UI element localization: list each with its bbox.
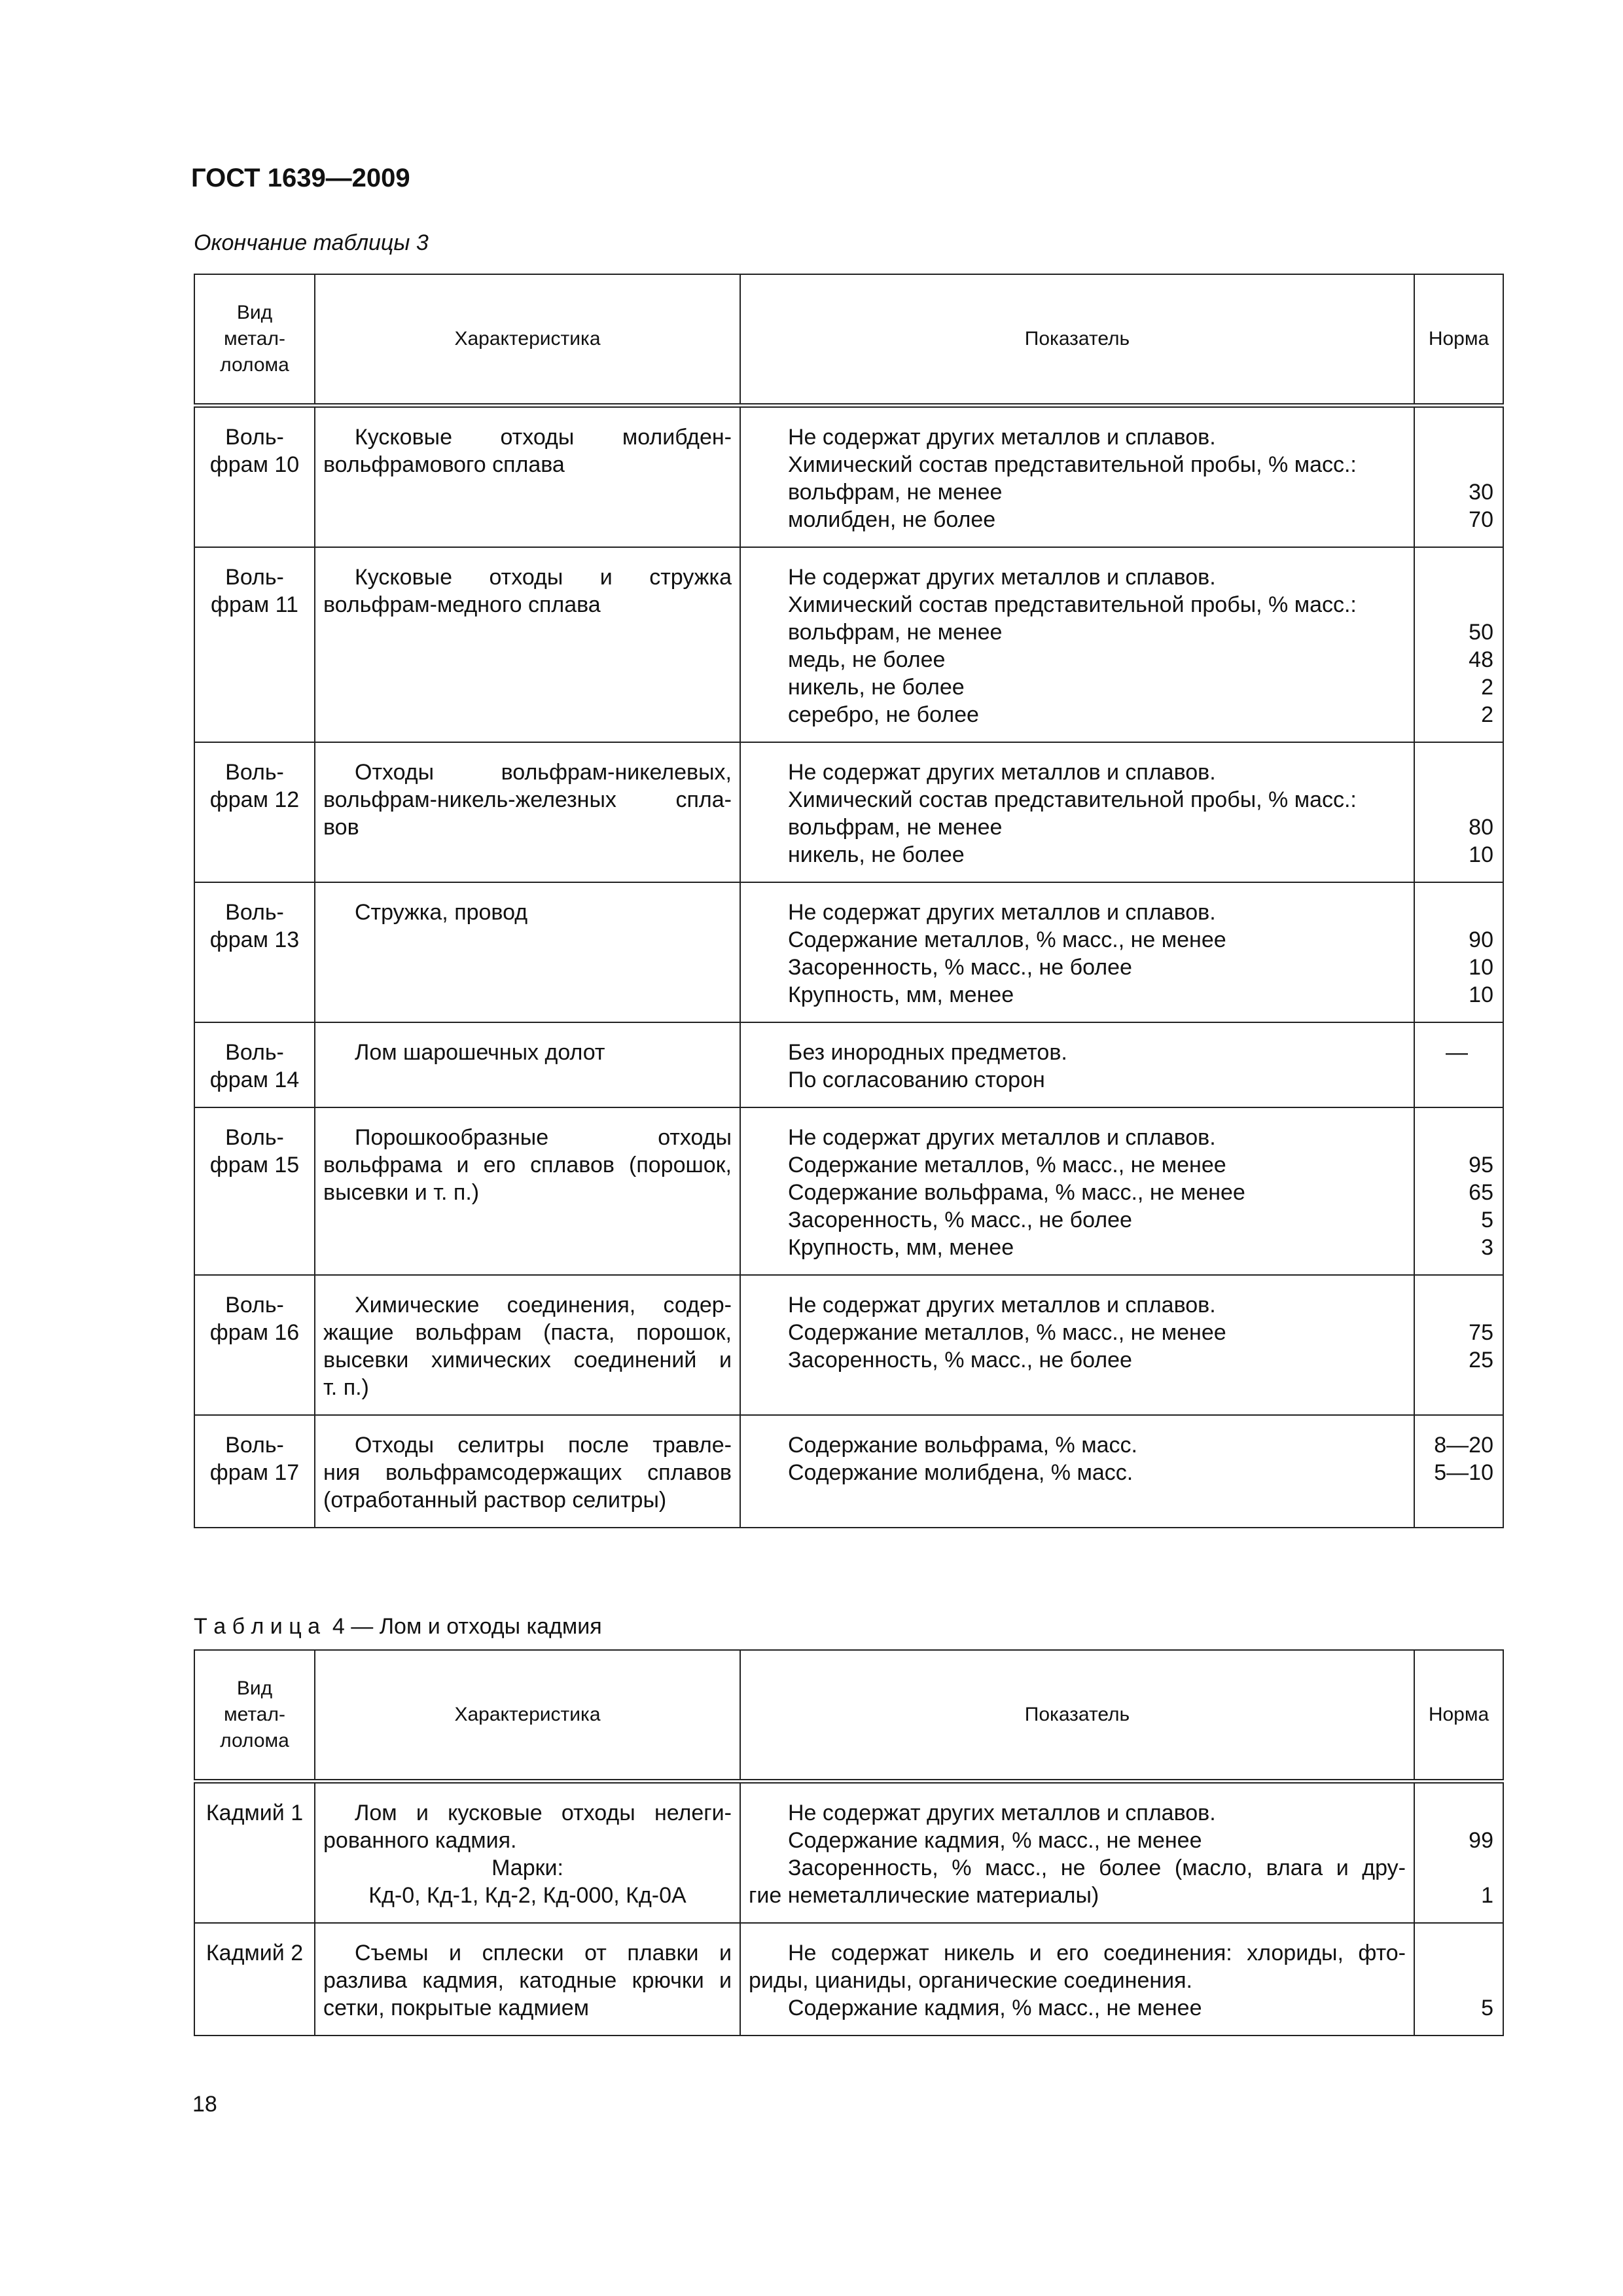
norm-value <box>1420 1967 1493 1994</box>
column-header-kind <box>194 274 315 406</box>
cell-characteristic <box>315 1415 740 1528</box>
cell-indicator <box>740 1415 1414 1528</box>
table-header-row <box>194 274 1503 406</box>
scrap-kind-line: Воль- <box>225 425 284 450</box>
cell-norm <box>1414 1782 1503 1924</box>
indicator-line: Засоренность, % масс., не более (масло, влага и дру- <box>788 1856 1406 1880</box>
indicator-line: Содержание металлов, % масс., не менее <box>788 1320 1226 1345</box>
norm-value: — <box>1446 1040 1468 1065</box>
characteristic-line: Порошкообразные отходы <box>355 1125 732 1150</box>
column-header-characteristic: Характеристика <box>315 274 740 406</box>
indicator-line: риды, цианиды, органические соединения. <box>749 1968 1192 1993</box>
cell-norm <box>1414 547 1503 742</box>
norm-value: 80 <box>1469 815 1493 840</box>
cell-norm <box>1414 1923 1503 2036</box>
header-kind-line: метал- <box>224 328 285 350</box>
characteristic-line: высевки и т. п.) <box>323 1180 480 1205</box>
norm-value: 25 <box>1469 1348 1493 1372</box>
header-kind-line: лолома <box>220 354 289 376</box>
cell-indicator <box>740 547 1414 742</box>
table-row <box>194 1275 1503 1415</box>
indicator-line: Содержание кадмия, % масс., не менее <box>788 1996 1202 2020</box>
norm-value: 95 <box>1469 1153 1493 1177</box>
norm-value: 30 <box>1469 480 1493 505</box>
page-number: 18 <box>192 2092 217 2117</box>
table-header-row <box>194 1650 1503 1782</box>
cell-scrap-kind <box>194 1415 315 1528</box>
column-header-indicator: Показатель <box>740 274 1414 406</box>
norm-value <box>1420 1939 1493 1967</box>
cell-characteristic <box>315 882 740 1022</box>
indicator-line: Крупность, мм, менее <box>788 1235 1014 1260</box>
characteristic-line: Лом и кусковые отходы нелеги- <box>355 1801 732 1825</box>
characteristic-line: вольфрам-никель-железных спла- <box>323 787 732 812</box>
scrap-kind-line: фрам 13 <box>209 927 300 952</box>
indicator-line: серебро, не более <box>788 702 979 727</box>
cell-scrap-kind <box>194 406 315 548</box>
indicator-line: Не содержат других металлов и сплавов. <box>788 1801 1216 1825</box>
norm-value: 65 <box>1469 1180 1493 1205</box>
cell-indicator <box>740 882 1414 1022</box>
table-3-caption: Окончание таблицы 3 <box>194 230 429 255</box>
characteristic-line: Кусковые отходы и стружка <box>355 565 732 590</box>
column-header-norm: Норма <box>1414 274 1503 406</box>
header-kind-line: Вид <box>236 1677 273 1699</box>
norm-value <box>1420 451 1493 478</box>
norm-value: 5 <box>1481 1208 1493 1232</box>
document-code: ГОСТ 1639—2009 <box>191 164 410 192</box>
table-row <box>194 882 1503 1022</box>
indicator-line: Содержание вольфрама, % масс., не менее <box>788 1180 1245 1205</box>
scrap-kind-line: Кадмий 1 <box>205 1801 304 1825</box>
scrap-kind-line: Кадмий 2 <box>205 1941 304 1965</box>
scrap-kind-line: фрам 16 <box>209 1320 300 1345</box>
cell-norm <box>1414 1275 1503 1415</box>
cell-scrap-kind <box>194 1022 315 1107</box>
norm-value <box>1420 423 1493 451</box>
cell-scrap-kind <box>194 1923 315 2036</box>
norm-value <box>1420 1291 1493 1319</box>
indicator-line: гие неметаллические материалы) <box>749 1883 1099 1908</box>
indicator-line: Содержание вольфрама, % масс. <box>788 1433 1137 1458</box>
scrap-kind-line: фрам 10 <box>209 452 300 477</box>
norm-value: 48 <box>1469 647 1493 672</box>
indicator-line: никель, не более <box>788 675 965 700</box>
indicator-line: Крупность, мм, менее <box>788 982 1014 1007</box>
column-header-indicator: Показатель <box>740 1650 1414 1782</box>
table-row <box>194 1415 1503 1528</box>
column-header-characteristic: Характеристика <box>315 1650 740 1782</box>
indicator-line: Не содержат других металлов и сплавов. <box>788 900 1216 925</box>
cell-characteristic <box>315 1923 740 2036</box>
norm-value <box>1420 1124 1493 1151</box>
scrap-kind-line: Воль- <box>225 1293 284 1318</box>
characteristic-line: т. п.) <box>323 1375 369 1400</box>
characteristic-line: вольфрамового сплава <box>323 452 565 477</box>
norm-value: 5—10 <box>1434 1460 1493 1485</box>
cell-indicator <box>740 742 1414 882</box>
table-row <box>194 1022 1503 1107</box>
norm-value: 2 <box>1481 702 1493 727</box>
norm-value: 10 <box>1469 955 1493 980</box>
header-kind-line: лолома <box>220 1730 289 1751</box>
characteristic-line: Лом шарошечных долот <box>355 1040 605 1065</box>
table-4 <box>194 1649 1504 2036</box>
scrap-kind-line: Воль- <box>225 900 284 925</box>
indicator-line: Химический состав представительной пробы, % масс.: <box>788 452 1357 477</box>
indicator-line: Засоренность, % масс., не более <box>788 1208 1132 1232</box>
table-row <box>194 742 1503 882</box>
characteristic-line: Съемы и сплески от плавки и <box>355 1941 732 1965</box>
table-row <box>194 1107 1503 1275</box>
cell-scrap-kind <box>194 882 315 1022</box>
norm-value <box>1420 786 1493 814</box>
scrap-kind-line: Воль- <box>225 760 284 785</box>
characteristic-line: Марки: <box>491 1856 563 1880</box>
norm-value <box>1420 899 1493 926</box>
indicator-line: Содержание кадмия, % масс., не менее <box>788 1828 1202 1853</box>
cell-norm <box>1414 406 1503 548</box>
column-header-norm: Норма <box>1414 1650 1503 1782</box>
cell-scrap-kind <box>194 547 315 742</box>
indicator-line: Не содержат никель и его соединения: хлориды, фто- <box>788 1941 1406 1965</box>
cell-characteristic <box>315 406 740 548</box>
norm-value: 10 <box>1469 982 1493 1007</box>
characteristic-line: разлива кадмия, катодные крючки и <box>323 1968 732 1993</box>
indicator-line: Содержание металлов, % масс., не менее <box>788 927 1226 952</box>
indicator-line: Засоренность, % масс., не более <box>788 1348 1132 1372</box>
cell-norm <box>1414 882 1503 1022</box>
indicator-line: медь, не более <box>788 647 946 672</box>
table-3 <box>194 274 1504 1528</box>
cell-indicator <box>740 1107 1414 1275</box>
indicator-line: Содержание молибдена, % масс. <box>788 1460 1133 1485</box>
indicator-line: вольфрам, не менее <box>788 815 1003 840</box>
norm-value: 70 <box>1469 507 1493 532</box>
indicator-line: вольфрам, не менее <box>788 620 1003 645</box>
scrap-kind-line: Воль- <box>225 565 284 590</box>
scrap-kind-line: фрам 14 <box>209 1067 300 1092</box>
indicator-line: Не содержат других металлов и сплавов. <box>788 1293 1216 1318</box>
indicator-line: По согласованию сторон <box>788 1067 1045 1092</box>
indicator-line: никель, не более <box>788 842 965 867</box>
cell-scrap-kind <box>194 1782 315 1924</box>
scrap-kind-line: фрам 15 <box>209 1153 300 1177</box>
cell-indicator <box>740 1782 1414 1924</box>
norm-value <box>1420 1854 1493 1882</box>
header-kind-line: метал- <box>224 1704 285 1725</box>
characteristic-line: Отходы селитры после травле- <box>355 1433 732 1458</box>
norm-value: 75 <box>1469 1320 1493 1345</box>
table-row <box>194 547 1503 742</box>
cell-indicator <box>740 1275 1414 1415</box>
scrap-kind-line: Воль- <box>225 1125 284 1150</box>
characteristic-line: Стружка, провод <box>355 900 528 925</box>
scrap-kind-line: Воль- <box>225 1040 284 1065</box>
indicator-line: Не содержат других металлов и сплавов. <box>788 565 1216 590</box>
indicator-line: Химический состав представительной пробы, % масс.: <box>788 592 1357 617</box>
characteristic-line: Химические соединения, содер- <box>355 1293 732 1318</box>
table-row <box>194 1923 1503 2036</box>
table-row <box>194 406 1503 548</box>
header-kind-line: Вид <box>236 302 273 323</box>
cell-norm <box>1414 1415 1503 1528</box>
indicator-line: Не содержат других металлов и сплавов. <box>788 1125 1216 1150</box>
cell-norm <box>1414 1022 1503 1107</box>
norm-value: 1 <box>1481 1883 1493 1908</box>
norm-value: 2 <box>1481 675 1493 700</box>
norm-value: 5 <box>1481 1996 1493 2020</box>
characteristic-line: жащие вольфрам (паста, порошок, <box>323 1320 732 1345</box>
norm-value <box>1420 1799 1493 1827</box>
table-4-caption: Т а б л и ц а 4 — Лом и отходы кадмия <box>194 1614 602 1639</box>
characteristic-line: (отработанный раствор селитры) <box>323 1488 667 1513</box>
characteristic-line: высевки химических соединений и <box>323 1348 732 1372</box>
indicator-line: Химический состав представительной пробы, % масс.: <box>788 787 1357 812</box>
characteristic-line: сетки, покрытые кадмием <box>323 1996 590 2020</box>
norm-value: 3 <box>1481 1235 1493 1260</box>
column-header-kind <box>194 1650 315 1782</box>
indicator-line: Содержание металлов, % масс., не менее <box>788 1153 1226 1177</box>
norm-value: 8—20 <box>1434 1433 1493 1458</box>
cell-characteristic <box>315 547 740 742</box>
indicator-line: вольфрам, не менее <box>788 480 1003 505</box>
cell-scrap-kind <box>194 742 315 882</box>
scrap-kind-line: фрам 17 <box>209 1460 300 1485</box>
norm-value <box>1420 591 1493 619</box>
indicator-line: Не содержат других металлов и сплавов. <box>788 760 1216 785</box>
cell-indicator <box>740 1022 1414 1107</box>
cell-characteristic <box>315 1022 740 1107</box>
characteristic-line: Отходы вольфрам-никелевых, <box>355 760 732 785</box>
norm-value: 90 <box>1469 927 1493 952</box>
cell-scrap-kind <box>194 1275 315 1415</box>
indicator-line: Засоренность, % масс., не более <box>788 955 1132 980</box>
characteristic-line: Кд-0, Кд-1, Кд-2, Кд-000, Кд-0А <box>368 1883 687 1908</box>
cell-scrap-kind <box>194 1107 315 1275</box>
table-row <box>194 1782 1503 1924</box>
indicator-line: Не содержат других металлов и сплавов. <box>788 425 1216 450</box>
cell-norm <box>1414 1107 1503 1275</box>
cell-characteristic <box>315 1782 740 1924</box>
scrap-kind-line: Воль- <box>225 1433 284 1458</box>
cell-characteristic <box>315 1107 740 1275</box>
norm-value <box>1420 759 1493 786</box>
characteristic-line: вольфрам-медного сплава <box>323 592 601 617</box>
cell-norm <box>1414 742 1503 882</box>
scrap-kind-line: фрам 12 <box>209 787 300 812</box>
cell-characteristic <box>315 742 740 882</box>
characteristic-line: вольфрама и его сплавов (порошок, <box>323 1153 732 1177</box>
indicator-line: Без инородных предметов. <box>788 1040 1067 1065</box>
characteristic-line: рованного кадмия. <box>323 1828 517 1853</box>
characteristic-line: Кусковые отходы молибден- <box>355 425 732 450</box>
cell-indicator <box>740 406 1414 548</box>
norm-value: 50 <box>1469 620 1493 645</box>
cell-characteristic <box>315 1275 740 1415</box>
norm-value: 99 <box>1469 1828 1493 1853</box>
indicator-line: молибден, не более <box>788 507 996 532</box>
characteristic-line: вов <box>323 815 359 840</box>
scrap-kind-line: фрам 11 <box>211 592 298 617</box>
norm-value <box>1420 564 1493 591</box>
cell-indicator <box>740 1923 1414 2036</box>
norm-value: 10 <box>1469 842 1493 867</box>
characteristic-line: ния вольфрамсодержащих сплавов <box>323 1460 732 1485</box>
